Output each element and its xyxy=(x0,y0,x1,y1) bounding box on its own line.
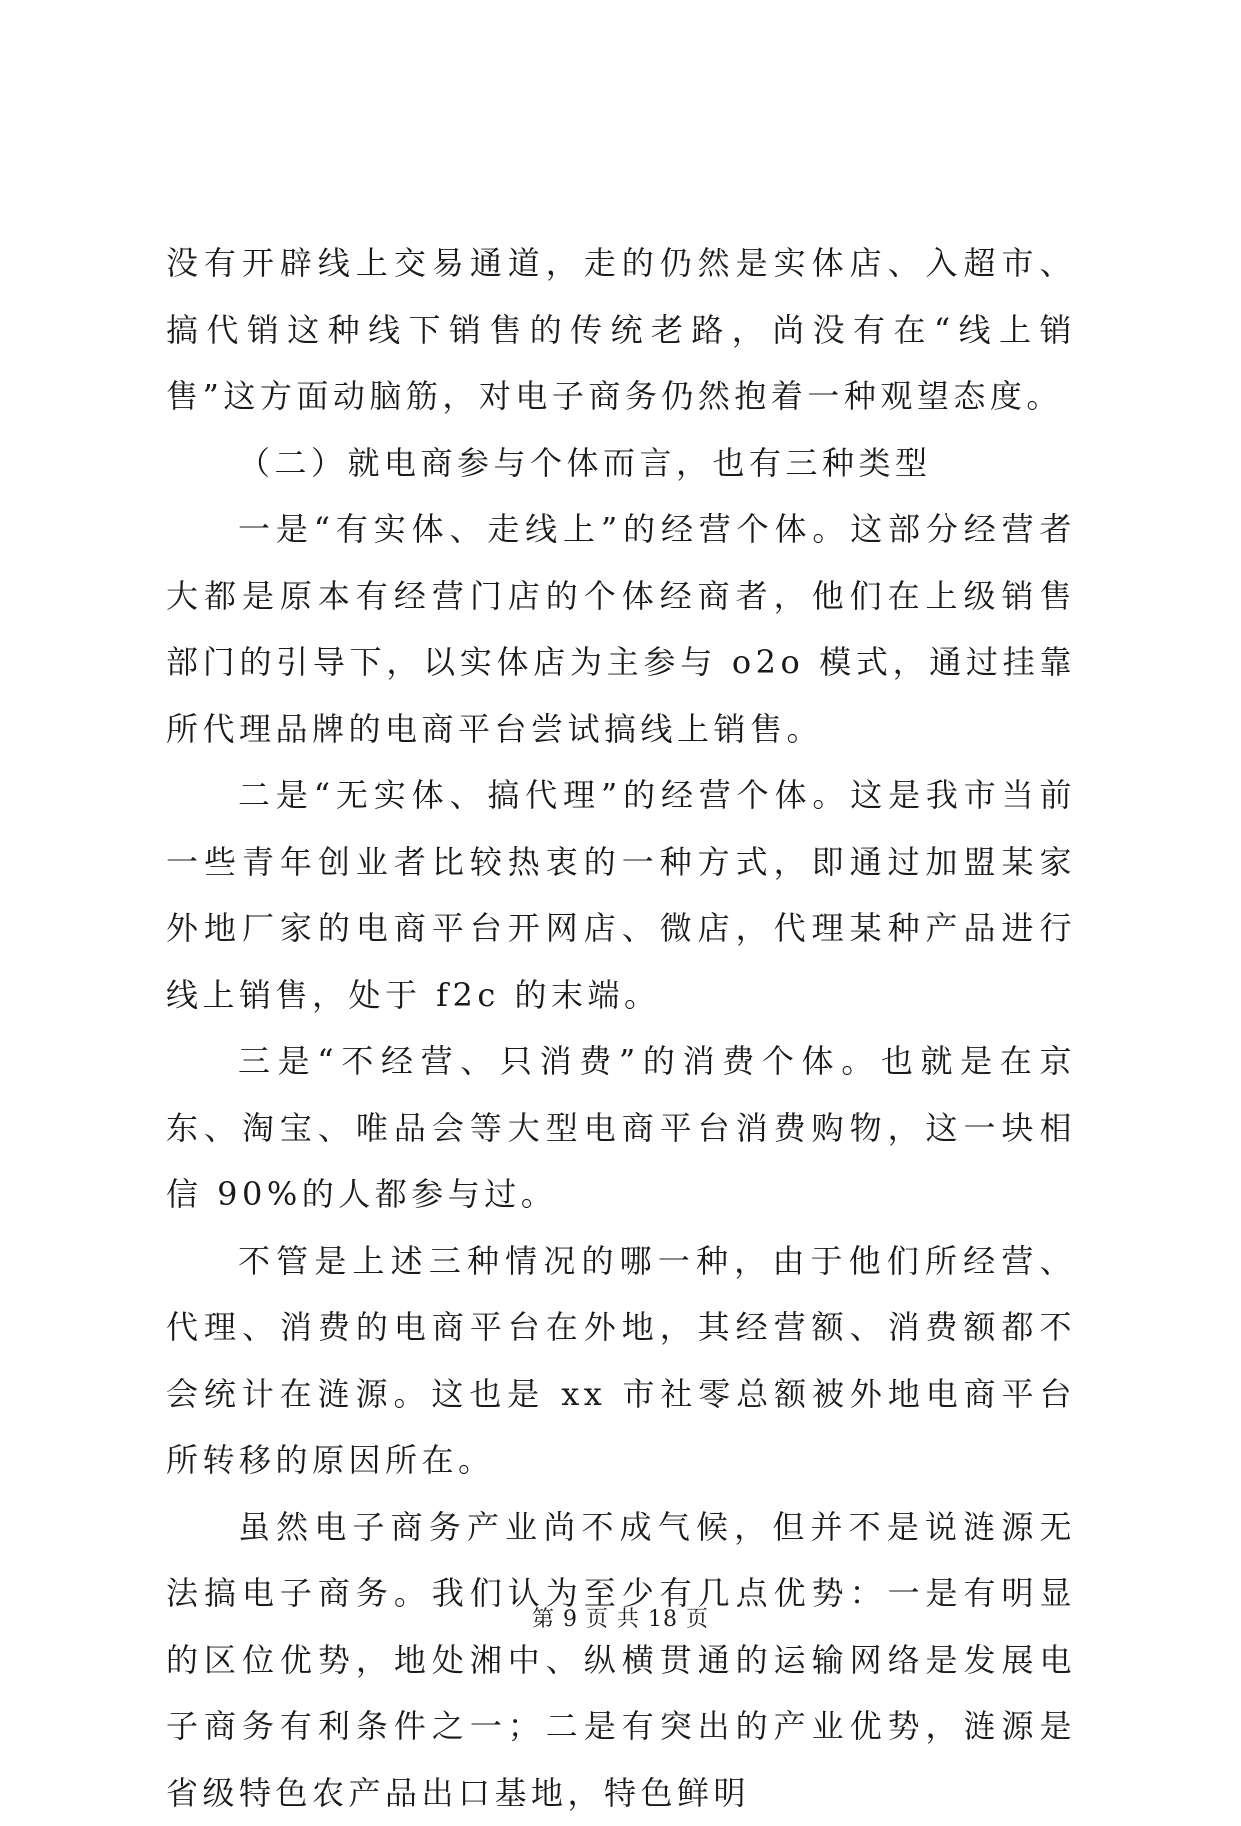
paragraph-advantages: 虽然电子商务产业尚不成气候，但并不是说涟源无法搞电子商务。我们认为至少有几点优势：一是有明显的区位优势，地处湘中、纵横贯通的运输网络是发展电子商务有利条件之一；二是有突出的产业优势，涟源是省级特色农产品出口基地，特色鲜明 xyxy=(166,1494,1076,1826)
paragraph-type-one: 一是“有实体、走线上”的经营个体。这部分经营者大都是原本有经营门店的个体经商者，他们在上级销售部门的引导下，以实体店为主参与 o2o 模式，通过挂靠所代理品牌的电商平台尝试搞线上销售。 xyxy=(166,496,1076,762)
section-heading: （二）就电商参与个体而言，也有三种类型 xyxy=(166,430,1076,497)
paragraph-type-three: 三是“不经营、只消费”的消费个体。也就是在京东、淘宝、唯品会等大型电商平台消费购物，这一块相信 90%的人都参与过。 xyxy=(166,1028,1076,1228)
page-footer: 第 9 页 共 18 页 xyxy=(0,1602,1241,1633)
paragraph-summary: 不管是上述三种情况的哪一种，由于他们所经营、代理、消费的电商平台在外地，其经营额、消费额都不会统计在涟源。这也是 xx 市社零总额被外地电商平台所转移的原因所在。 xyxy=(166,1228,1076,1494)
document-body xyxy=(166,230,1076,1826)
paragraph-type-two: 二是“无实体、搞代理”的经营个体。这是我市当前一些青年创业者比较热衷的一种方式，即通过加盟某家外地厂家的电商平台开网店、微店，代理某种产品进行线上销售，处于 f2c 的末端。 xyxy=(166,762,1076,1028)
paragraph-continuation: 没有开辟线上交易通道，走的仍然是实体店、入超市、搞代销这种线下销售的传统老路，尚没有在“线上销售”这方面动脑筋，对电子商务仍然抱着一种观望态度。 xyxy=(166,230,1076,430)
